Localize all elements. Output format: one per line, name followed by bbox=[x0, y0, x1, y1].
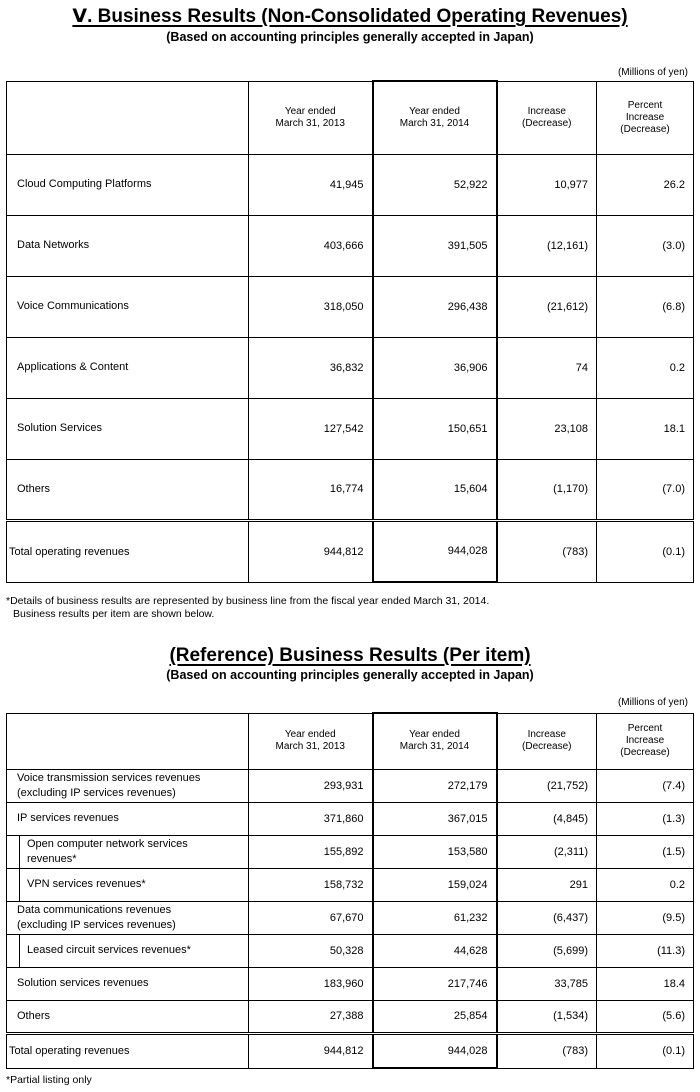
value-2014: 15,604 bbox=[373, 459, 497, 520]
section2-note: *Partial listing only bbox=[6, 1074, 92, 1086]
row-label: IP services revenues bbox=[7, 802, 249, 835]
row-label: Solution Services bbox=[7, 398, 249, 459]
value-2013: 318,050 bbox=[249, 276, 373, 337]
value-increase: (4,845) bbox=[497, 802, 597, 835]
value-increase: 74 bbox=[497, 337, 597, 398]
value-percent: (3.0) bbox=[597, 215, 694, 276]
row-label: Others bbox=[7, 459, 249, 520]
value-percent: 18.1 bbox=[597, 398, 694, 459]
row-label: Applications & Content bbox=[7, 337, 249, 398]
value-percent: (1.3) bbox=[597, 802, 694, 835]
total-increase: (783) bbox=[497, 1033, 597, 1068]
value-percent: 26.2 bbox=[597, 154, 694, 215]
value-increase: 291 bbox=[497, 868, 597, 901]
total-2013: 944,812 bbox=[249, 1033, 373, 1068]
total-2014: 944,028 bbox=[373, 1033, 497, 1068]
total-percent: (0.1) bbox=[597, 520, 694, 582]
header-increase: Increase (Decrease) bbox=[497, 713, 597, 769]
value-increase: (1,534) bbox=[497, 1000, 597, 1033]
value-percent: (7.0) bbox=[597, 459, 694, 520]
value-increase: (21,612) bbox=[497, 276, 597, 337]
row-label: Open computer network services revenues* bbox=[7, 835, 249, 868]
section1-unit: (Millions of yen) bbox=[617, 67, 688, 78]
table-row bbox=[7, 967, 694, 1000]
value-2014: 296,438 bbox=[373, 276, 497, 337]
value-2014: 217,746 bbox=[373, 967, 497, 1000]
note-line-2: Business results per item are shown below. bbox=[13, 608, 215, 620]
value-percent: 18.4 bbox=[597, 967, 694, 1000]
value-percent: (5.6) bbox=[597, 1000, 694, 1033]
value-percent: (9.5) bbox=[597, 901, 694, 934]
value-percent: 0.2 bbox=[597, 868, 694, 901]
value-2014: 36,906 bbox=[373, 337, 497, 398]
row-label: Solution services revenues bbox=[7, 967, 249, 1000]
row-label: Voice Communications bbox=[7, 276, 249, 337]
value-2014: 52,922 bbox=[373, 154, 497, 215]
value-2013: 155,892 bbox=[249, 835, 373, 868]
table-header-row bbox=[7, 713, 694, 769]
note-line-1: *Details of business results are represented by business line from the fiscal year ended March 31, 2014. bbox=[6, 595, 490, 607]
per-item-results-table bbox=[6, 712, 694, 1069]
value-2014: 150,651 bbox=[373, 398, 497, 459]
value-2013: 183,960 bbox=[249, 967, 373, 1000]
row-label: Voice transmission services revenues (excluding IP services revenues) bbox=[7, 769, 249, 802]
section1-note bbox=[6, 595, 489, 621]
table-row bbox=[7, 934, 694, 967]
value-2014: 159,024 bbox=[373, 868, 497, 901]
table-row bbox=[7, 337, 694, 398]
row-label: Data Networks bbox=[7, 215, 249, 276]
value-increase: (2,311) bbox=[497, 835, 597, 868]
table-row bbox=[7, 868, 694, 901]
value-2013: 158,732 bbox=[249, 868, 373, 901]
value-2014: 61,232 bbox=[373, 901, 497, 934]
row-label: Others bbox=[7, 1000, 249, 1033]
header-percent: Percent Increase (Decrease) bbox=[597, 81, 694, 154]
table-row bbox=[7, 398, 694, 459]
value-2014: 44,628 bbox=[373, 934, 497, 967]
total-2014: 944,028 bbox=[373, 520, 497, 582]
value-2014: 272,179 bbox=[373, 769, 497, 802]
header-2013: Year ended March 31, 2013 bbox=[249, 713, 373, 769]
table-row bbox=[7, 835, 694, 868]
row-label: Leased circuit services revenues* bbox=[7, 934, 249, 967]
row-label: VPN services revenues* bbox=[7, 868, 249, 901]
value-2013: 67,670 bbox=[249, 901, 373, 934]
value-percent: 0.2 bbox=[597, 337, 694, 398]
value-2013: 293,931 bbox=[249, 769, 373, 802]
total-increase: (783) bbox=[497, 520, 597, 582]
value-2014: 153,580 bbox=[373, 835, 497, 868]
value-2013: 41,945 bbox=[249, 154, 373, 215]
value-increase: (6,437) bbox=[497, 901, 597, 934]
row-label: Data communications revenues (excluding IP services revenues) bbox=[7, 901, 249, 934]
value-increase: (21,752) bbox=[497, 769, 597, 802]
header-2014: Year ended March 31, 2014 bbox=[373, 81, 497, 154]
table-row bbox=[7, 901, 694, 934]
value-2013: 50,328 bbox=[249, 934, 373, 967]
value-2013: 371,860 bbox=[249, 802, 373, 835]
section2-unit: (Millions of yen) bbox=[617, 697, 688, 708]
table-header-row bbox=[7, 81, 694, 154]
table-row bbox=[7, 1000, 694, 1033]
table-row bbox=[7, 154, 694, 215]
header-percent: Percent Increase (Decrease) bbox=[597, 713, 694, 769]
value-increase: (5,699) bbox=[497, 934, 597, 967]
value-increase: 33,785 bbox=[497, 967, 597, 1000]
header-blank bbox=[7, 713, 249, 769]
business-results-table bbox=[6, 80, 694, 583]
table-row bbox=[7, 215, 694, 276]
value-increase: (12,161) bbox=[497, 215, 597, 276]
value-percent: (7.4) bbox=[597, 769, 694, 802]
value-2013: 127,542 bbox=[249, 398, 373, 459]
value-2014: 391,505 bbox=[373, 215, 497, 276]
value-2013: 16,774 bbox=[249, 459, 373, 520]
header-blank bbox=[7, 81, 249, 154]
value-percent: (6.8) bbox=[597, 276, 694, 337]
value-increase: 23,108 bbox=[497, 398, 597, 459]
total-percent: (0.1) bbox=[597, 1033, 694, 1068]
total-row bbox=[7, 1033, 694, 1068]
table-row bbox=[7, 276, 694, 337]
total-2013: 944,812 bbox=[249, 520, 373, 582]
header-2014: Year ended March 31, 2014 bbox=[373, 713, 497, 769]
value-percent: (11.3) bbox=[597, 934, 694, 967]
value-2014: 25,854 bbox=[373, 1000, 497, 1033]
total-row bbox=[7, 520, 694, 582]
header-2013: Year ended March 31, 2013 bbox=[249, 81, 373, 154]
value-percent: (1.5) bbox=[597, 835, 694, 868]
value-2013: 27,388 bbox=[249, 1000, 373, 1033]
value-increase: 10,977 bbox=[497, 154, 597, 215]
row-label: Cloud Computing Platforms bbox=[7, 154, 249, 215]
table-row bbox=[7, 802, 694, 835]
total-label: Total operating revenues bbox=[7, 520, 249, 582]
value-2014: 367,015 bbox=[373, 802, 497, 835]
table-row bbox=[7, 459, 694, 520]
section1-title: Ⅴ. Business Results (Non-Consolidated Operating Revenues) bbox=[72, 6, 628, 27]
table-row bbox=[7, 769, 694, 802]
section2-title: (Reference) Business Results (Per item) bbox=[169, 645, 531, 666]
total-label: Total operating revenues bbox=[7, 1033, 249, 1068]
value-2013: 403,666 bbox=[249, 215, 373, 276]
value-increase: (1,170) bbox=[497, 459, 597, 520]
section1-subtitle: (Based on accounting principles generally accepted in Japan) bbox=[166, 30, 534, 44]
header-increase: Increase (Decrease) bbox=[497, 81, 597, 154]
section2-subtitle: (Based on accounting principles generally accepted in Japan) bbox=[166, 668, 534, 682]
value-2013: 36,832 bbox=[249, 337, 373, 398]
